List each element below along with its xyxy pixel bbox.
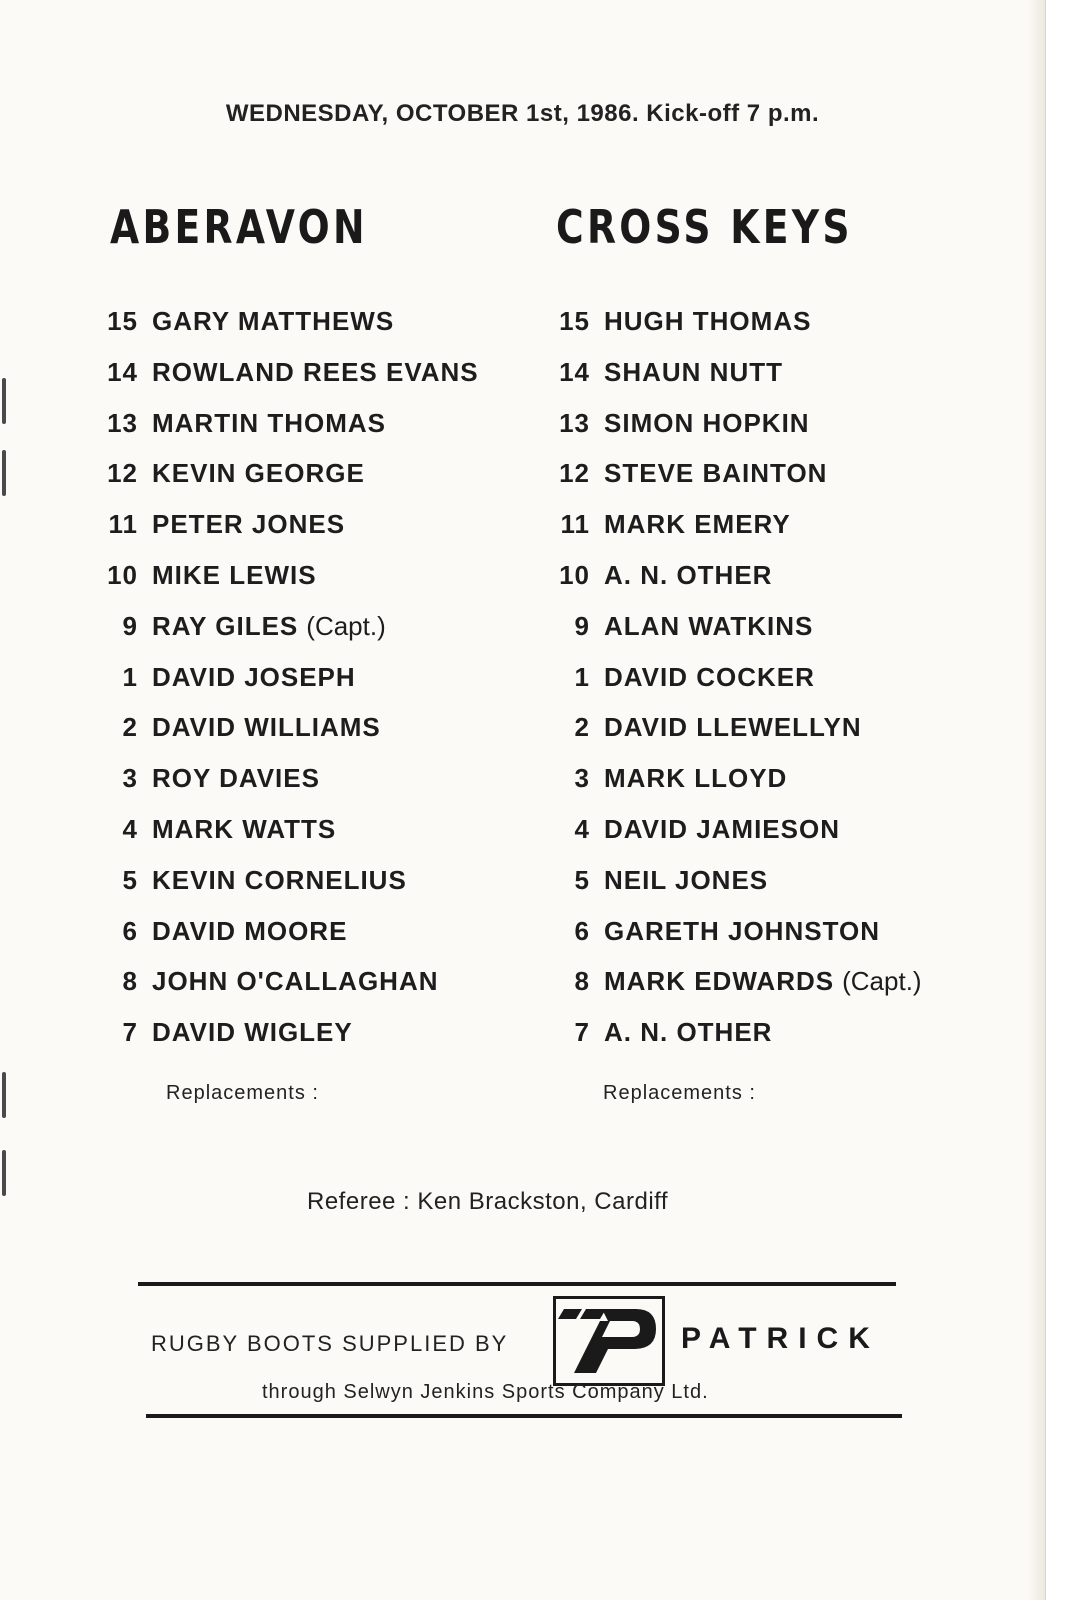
player-row <box>552 357 922 408</box>
player-number: 6 <box>574 915 590 946</box>
player-name: DAVID COCKER <box>604 661 815 692</box>
player-row <box>552 560 922 611</box>
binding-mark <box>2 378 6 424</box>
player-row <box>100 865 479 916</box>
binding-mark <box>2 450 6 496</box>
player-number: 7 <box>122 1017 138 1048</box>
player-number: 2 <box>122 712 138 743</box>
player-number: 10 <box>107 559 138 590</box>
player-name: STEVE BAINTON <box>604 458 828 489</box>
player-number: 14 <box>107 356 138 387</box>
player-number: 5 <box>122 864 138 895</box>
player-row <box>100 357 479 408</box>
player-number: 14 <box>559 356 590 387</box>
away-team-roster <box>552 306 922 1068</box>
player-name: KEVIN CORNELIUS <box>152 864 407 895</box>
binding-mark <box>2 1150 6 1196</box>
player-number: 7 <box>574 1017 590 1048</box>
player-number: 3 <box>122 763 138 794</box>
player-row <box>552 916 922 967</box>
player-number: 13 <box>559 407 590 438</box>
player-name: A. N. OTHER <box>604 1017 773 1048</box>
home-team-name: ABERAVON <box>110 200 368 254</box>
player-number: 12 <box>107 458 138 489</box>
player-name: MARK WATTS <box>152 813 337 844</box>
match-date-line: WEDNESDAY, OCTOBER 1st, 1986. Kick-off 7 p.m. <box>225 100 820 127</box>
player-name: GARETH JOHNSTON <box>604 915 880 946</box>
player-row <box>552 662 922 713</box>
player-name: KEVIN GEORGE <box>152 458 365 489</box>
supplier-company-line: through Selwyn Jenkins Sports Company Ltd. <box>262 1381 709 1403</box>
player-number: 12 <box>559 458 590 489</box>
player-number: 6 <box>122 915 138 946</box>
player-number: 8 <box>122 966 138 997</box>
home-replacements-label: Replacements : <box>166 1082 319 1104</box>
player-number: 15 <box>107 306 138 336</box>
player-row <box>100 763 479 814</box>
player-name: RAY GILES <box>152 610 299 641</box>
player-name: GARY MATTHEWS <box>152 306 395 336</box>
player-row <box>100 306 479 357</box>
player-row <box>100 712 479 763</box>
player-row <box>552 814 922 865</box>
player-name: MARK EDWARDS <box>604 966 835 997</box>
player-number: 4 <box>122 813 138 844</box>
player-name: MARK EMERY <box>604 509 791 540</box>
player-name: A. N. OTHER <box>604 559 773 590</box>
player-number: 2 <box>574 712 590 743</box>
player-number: 10 <box>559 559 590 590</box>
player-row <box>552 458 922 509</box>
player-number: 4 <box>574 813 590 844</box>
player-number: 9 <box>574 610 590 641</box>
captain-note: (Capt.) <box>306 610 386 641</box>
player-row <box>100 408 479 459</box>
player-row <box>552 966 922 1017</box>
player-name: JOHN O'CALLAGHAN <box>152 966 439 997</box>
player-row <box>100 509 479 560</box>
player-number: 5 <box>574 864 590 895</box>
player-row <box>100 814 479 865</box>
boots-supplied-by: RUGBY BOOTS SUPPLIED BY <box>151 1331 509 1356</box>
player-name: DAVID LLEWELLYN <box>604 712 862 743</box>
patrick-p-logo-icon <box>553 1296 665 1386</box>
player-row <box>100 1017 479 1068</box>
player-row <box>100 966 479 1017</box>
player-name: MARTIN THOMAS <box>152 407 386 438</box>
player-row <box>552 611 922 662</box>
player-name: DAVID JAMIESON <box>604 813 840 844</box>
player-row <box>100 916 479 967</box>
page-edge <box>1027 0 1045 1600</box>
player-number: 15 <box>559 306 590 336</box>
player-number: 1 <box>574 661 590 692</box>
player-name: PETER JONES <box>152 509 346 540</box>
player-name: DAVID WIGLEY <box>152 1017 353 1048</box>
player-row <box>552 865 922 916</box>
divider-rule <box>146 1414 902 1418</box>
player-name: DAVID JOSEPH <box>152 661 356 692</box>
player-row <box>552 763 922 814</box>
player-row <box>552 509 922 560</box>
player-row <box>100 560 479 611</box>
player-number: 3 <box>574 763 590 794</box>
player-row <box>100 611 479 662</box>
player-name: DAVID WILLIAMS <box>152 712 381 743</box>
player-name: ALAN WATKINS <box>604 610 814 641</box>
player-number: 1 <box>122 661 138 692</box>
brand-name: PATRICK <box>681 1322 880 1355</box>
player-name: DAVID MOORE <box>152 915 348 946</box>
player-name: ROY DAVIES <box>152 763 320 794</box>
away-replacements-label: Replacements : <box>603 1082 756 1104</box>
divider-rule <box>138 1282 896 1286</box>
player-row <box>552 306 922 357</box>
player-row <box>100 662 479 713</box>
player-number: 8 <box>574 966 590 997</box>
referee-line: Referee : Ken Brackston, Cardiff <box>307 1188 669 1215</box>
player-name: MIKE LEWIS <box>152 559 317 590</box>
player-name: NEIL JONES <box>604 864 769 895</box>
captain-note: (Capt.) <box>842 966 922 997</box>
player-number: 11 <box>560 509 590 540</box>
player-row <box>552 1017 922 1068</box>
player-number: 13 <box>107 407 138 438</box>
player-row <box>552 408 922 459</box>
player-name: MARK LLOYD <box>604 763 788 794</box>
home-team-roster <box>100 306 479 1068</box>
away-team-name: CROSS KEYS <box>556 200 853 254</box>
player-name: SHAUN NUTT <box>604 356 783 387</box>
player-number: 11 <box>108 509 138 540</box>
player-name: SIMON HOPKIN <box>604 407 810 438</box>
player-name: ROWLAND REES EVANS <box>152 356 479 387</box>
player-row <box>552 712 922 763</box>
player-row <box>100 458 479 509</box>
player-number: 9 <box>122 610 138 641</box>
player-name: HUGH THOMAS <box>604 306 812 336</box>
binding-mark <box>2 1072 6 1118</box>
